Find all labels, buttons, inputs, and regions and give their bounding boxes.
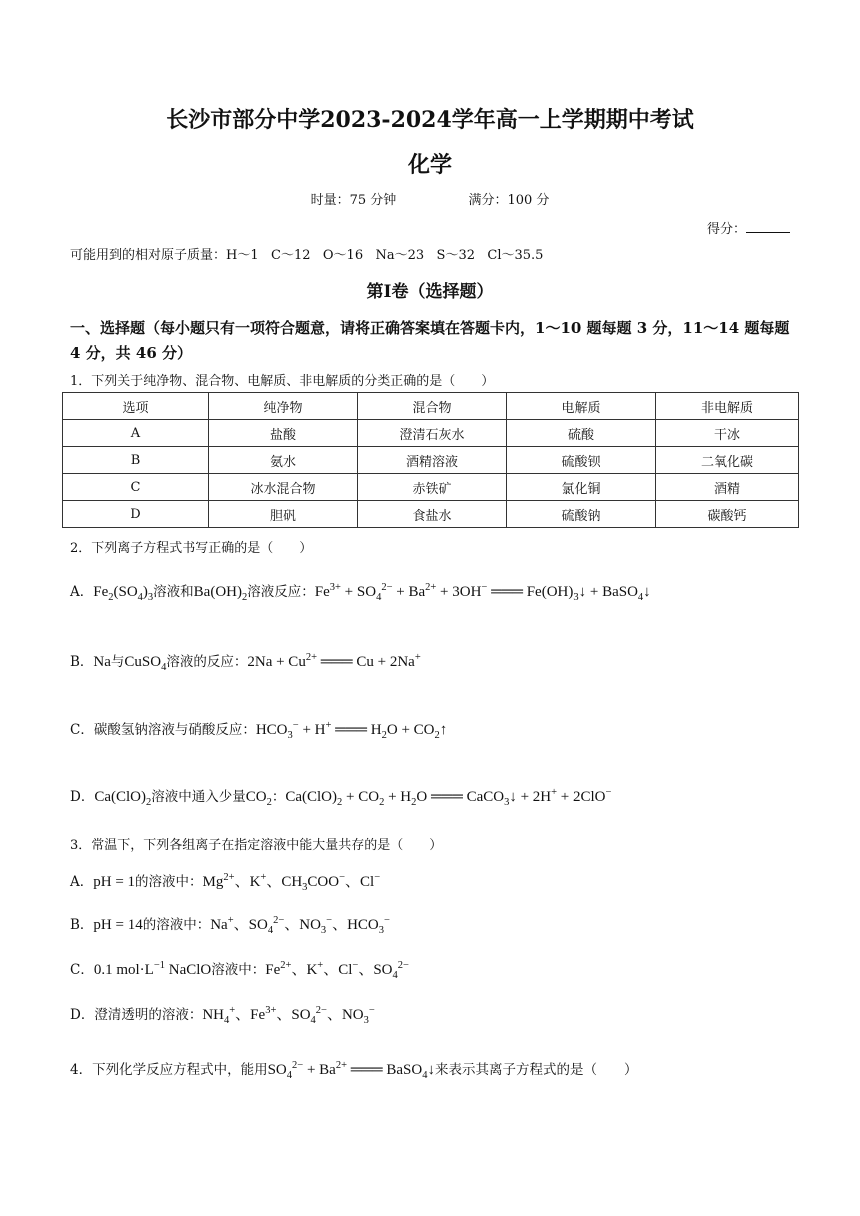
table-header-row xyxy=(63,393,799,420)
question-3-option-b: B．pH = 14的溶液中：Na+、$SO_4^{2-}$、$NO_3^-$、$HCO_3^-$ xyxy=(70,915,390,936)
table-cell: 碳酸钙 xyxy=(656,501,799,528)
question-2-option-a: A．$Fe_2(SO_4)_3$溶液和$Ba(OH)_2$溶液反应：$Fe^{3+} + SO_4^{2-} + Ba^{2+} + 3OH^-$ ═══ $Fe(OH)_3↓$ + BaSO$_4$↓ xyxy=(70,582,651,603)
page-title: 长沙市部分中学2023-2024学年高一上学期期中考试 xyxy=(166,107,694,133)
table-cell: C xyxy=(63,474,209,501)
table-cell: 赤铁矿 xyxy=(358,474,507,501)
table-cell: 盐酸 xyxy=(209,420,358,447)
question-2-stem: 2．下列离子方程式书写正确的是（ ） xyxy=(70,541,313,556)
atomic-masses: 可能用到的相对原子质量：H～1 C～12 O～16 Na～23 S～32 Cl～35.5 xyxy=(70,248,544,263)
option-text: 溶液反应： xyxy=(247,584,315,600)
table-cell: 硫酸钡 xyxy=(507,447,656,474)
exam-time: 时量：75 分钟 xyxy=(310,193,397,208)
table-cell: 硫酸钠 xyxy=(507,501,656,528)
table-cell: A xyxy=(63,420,209,447)
table-cell: 干冰 xyxy=(656,420,799,447)
volume-title: 第Ⅰ卷（选择题） xyxy=(366,282,494,302)
option-text: 的溶液中： xyxy=(135,874,203,890)
option-text: 溶液中通入少量 xyxy=(151,789,246,805)
table-cell: 硫酸 xyxy=(507,420,656,447)
question-2-option-d: D．$Ca(ClO)_2$溶液中通入少量$CO_2$：$Ca(ClO)_2 + CO_2 + H_2O$ ═══ CaCO$_3$↓ + 2H+ + 2ClO− xyxy=(70,787,612,808)
table-row xyxy=(63,501,799,528)
classification-table xyxy=(62,392,799,528)
table-header: 纯净物 xyxy=(209,393,358,420)
question-text: 来表示其离子方程式的是（ ） xyxy=(434,1062,638,1078)
question-3-option-a: A．pH = 1的溶液中：$Mg^{2+}$、K+、$CH_3COO^-$、Cl− xyxy=(70,872,381,893)
option-text: 与 xyxy=(110,654,125,670)
table-cell: 二氧化碳 xyxy=(656,447,799,474)
option-text: 的溶液中： xyxy=(142,917,211,933)
table-cell: 澄清石灰水 xyxy=(358,420,507,447)
table-header: 非电解质 xyxy=(656,393,799,420)
exam-meta xyxy=(0,189,860,208)
table-header: 选项 xyxy=(63,393,209,420)
table-row xyxy=(63,447,799,474)
question-4-stem: 4．下列化学反应方程式中，能用$SO_4^{2-} + Ba^{2+}$ ═══ BaSO$_4$↓来表示其离子方程式的是（ ） xyxy=(70,1060,638,1081)
table-cell: D xyxy=(63,501,209,528)
option-text: 溶液中： xyxy=(211,962,266,978)
question-text: 4．下列化学反应方程式中，能用 xyxy=(70,1062,268,1078)
question-3-option-c: C．0.1 $mol\cdot L^{-1}$ NaClO溶液中：$Fe^{2+}$、K+、Cl−、$SO_4^{2-}$ xyxy=(70,960,409,981)
section-heading: 一、选择题（每小题只有一项符合题意，请将正确答案填在答题卡内，1～10 题每题 3 分，11～14 题每题 4 分，共 46 分） xyxy=(70,319,790,362)
table-row xyxy=(63,474,799,501)
score-label: 得分： xyxy=(706,222,746,237)
table-cell: 氨水 xyxy=(209,447,358,474)
score-field xyxy=(707,218,790,237)
table-cell: 氯化铜 xyxy=(507,474,656,501)
table-cell: B xyxy=(63,447,209,474)
option-text: D．澄清透明的溶液： xyxy=(70,1007,203,1023)
question-2-option-b: B．Na与CuSO$_4$溶液的反应：$2Na + Cu^{2+}$ ═══ Cu + 2Na+ xyxy=(70,652,421,673)
table-cell: 酒精溶液 xyxy=(358,447,507,474)
table-cell: 胆矾 xyxy=(209,501,358,528)
score-blank xyxy=(746,220,790,233)
subject-title: 化学 xyxy=(407,152,452,178)
table-header: 混合物 xyxy=(358,393,507,420)
question-2-option-c: C．碳酸氢钠溶液与硝酸反应：$HCO_3^- + H^+$ ═══ $H_2O$ + $CO_2↑$ xyxy=(70,720,448,741)
question-3-option-d: D．澄清透明的溶液：$NH_4^+$、$Fe^{3+}$、$SO_4^{2-}$、$NO_3^-$ xyxy=(70,1005,375,1026)
option-text: C．碳酸氢钠溶液与硝酸反应： xyxy=(70,722,256,738)
option-text: ： xyxy=(271,789,286,805)
option-text: 溶液的反应： xyxy=(166,654,248,670)
question-1-stem: 1．下列关于纯净物、混合物、电解质、非电解质的分类正确的是（ ） xyxy=(70,374,495,389)
question-3-stem: 3．常温下，下列各组离子在指定溶液中能大量共存的是（ ） xyxy=(70,838,443,853)
exam-full-score: 满分：100 分 xyxy=(468,193,550,208)
table-cell: 冰水混合物 xyxy=(209,474,358,501)
table-row xyxy=(63,420,799,447)
table-cell: 酒精 xyxy=(656,474,799,501)
table-cell: 食盐水 xyxy=(358,501,507,528)
option-text: 溶液和 xyxy=(153,584,194,600)
table-header: 电解质 xyxy=(507,393,656,420)
